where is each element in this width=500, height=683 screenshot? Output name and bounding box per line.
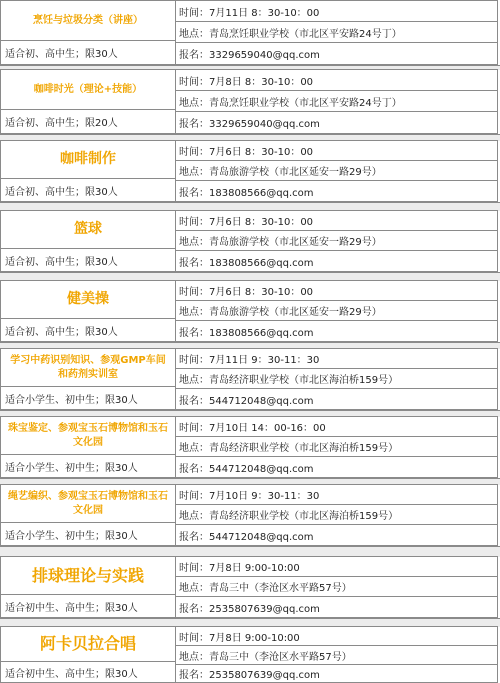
activity-title: 学习中药识别知识、参观GMP车间和药剂实训室 bbox=[1, 348, 175, 386]
activity-time: 时间：7月8日 9:00-10:00 bbox=[176, 556, 497, 576]
activity-info-cell bbox=[0, 210, 176, 272]
activity-info-cell bbox=[0, 626, 176, 683]
activity-location: 地点：青岛三中（李沧区水平路57号） bbox=[176, 645, 497, 664]
activity-info-cell bbox=[0, 0, 176, 65]
activity-location: 地点：青岛旅游学校（市北区延安一路29号） bbox=[176, 230, 497, 250]
activity-title: 咖啡制作 bbox=[1, 140, 175, 178]
activity-time: 时间：7月11日 9：30-11：30 bbox=[176, 348, 497, 368]
signup-email[interactable]: 报名：183808566@qq.com bbox=[176, 180, 497, 202]
activity-title: 珠宝鉴定、参观宝玉石博物馆和玉石文化园 bbox=[1, 416, 175, 454]
audience-limit: 适合小学生、初中生；限30人 bbox=[1, 454, 175, 478]
activity-time: 时间：7月8日 9:00-10:00 bbox=[176, 626, 497, 645]
activity-detail-cell bbox=[176, 556, 498, 618]
activity-title: 阿卡贝拉合唱 bbox=[1, 626, 175, 661]
signup-email[interactable]: 报名：3329659040@qq.com bbox=[176, 111, 497, 134]
activity-time: 时间：7月11日 8：30-10：00 bbox=[176, 0, 497, 21]
activity-info-cell bbox=[0, 280, 176, 342]
audience-limit: 适合小学生、初中生；限30人 bbox=[1, 522, 175, 546]
activity-info-cell bbox=[0, 348, 176, 410]
activity-location: 地点：青岛三中（李沧区水平路57号） bbox=[176, 576, 497, 596]
audience-limit: 适合初中生、高中生；限30人 bbox=[1, 594, 175, 618]
activity-location: 地点：青岛经济职业学校（市北区海泊桥159号） bbox=[176, 436, 497, 456]
activity-detail-cell bbox=[176, 69, 498, 134]
activity-time: 时间：7月6日 8：30-10：00 bbox=[176, 210, 497, 230]
activity-info-cell bbox=[0, 416, 176, 478]
signup-email[interactable]: 报名：183808566@qq.com bbox=[176, 250, 497, 272]
activity-block bbox=[0, 416, 500, 478]
activity-location: 地点：青岛烹饪职业学校（市北区平安路24号丁） bbox=[176, 21, 497, 42]
activity-block bbox=[0, 210, 500, 272]
activity-time: 时间：7月10日 14：00-16：00 bbox=[176, 416, 497, 436]
activity-info-cell bbox=[0, 556, 176, 618]
audience-limit: 适合初、高中生；限30人 bbox=[1, 40, 175, 65]
activity-time: 时间：7月6日 8：30-10：00 bbox=[176, 280, 497, 300]
audience-limit: 适合初、高中生；限30人 bbox=[1, 178, 175, 202]
activity-title: 绳艺编织、参观宝玉石博物馆和玉石文化园 bbox=[1, 484, 175, 522]
activity-location: 地点：青岛经济职业学校（市北区海泊桥159号） bbox=[176, 368, 497, 388]
activity-info-cell bbox=[0, 484, 176, 546]
audience-limit: 适合初、高中生；限30人 bbox=[1, 318, 175, 342]
activity-detail-cell bbox=[176, 416, 498, 478]
activity-location: 地点：青岛旅游学校（市北区延安一路29号） bbox=[176, 160, 497, 180]
activity-detail-cell bbox=[176, 210, 498, 272]
activity-title: 咖啡时光（理论+技能） bbox=[1, 69, 175, 109]
signup-email[interactable]: 报名：544712048@qq.com bbox=[176, 524, 497, 546]
signup-email[interactable]: 报名：544712048@qq.com bbox=[176, 456, 497, 478]
activity-detail-cell bbox=[176, 348, 498, 410]
signup-email[interactable]: 报名：2535807639@qq.com bbox=[176, 664, 497, 683]
audience-limit: 适合初中生、高中生；限30人 bbox=[1, 661, 175, 683]
signup-email[interactable]: 报名：544712048@qq.com bbox=[176, 388, 497, 410]
activity-time: 时间：7月6日 8：30-10：00 bbox=[176, 140, 497, 160]
activity-detail-cell bbox=[176, 140, 498, 202]
signup-email[interactable]: 报名：2535807639@qq.com bbox=[176, 596, 497, 618]
activity-block bbox=[0, 69, 500, 134]
activity-block bbox=[0, 556, 500, 618]
activity-block bbox=[0, 0, 500, 65]
audience-limit: 适合初、高中生；限20人 bbox=[1, 109, 175, 134]
activity-block bbox=[0, 484, 500, 546]
activity-title: 篮球 bbox=[1, 210, 175, 248]
activity-location: 地点：青岛经济职业学校（市北区海泊桥159号） bbox=[176, 504, 497, 524]
activity-title: 健美操 bbox=[1, 280, 175, 318]
activity-time: 时间：7月8日 8：30-10：00 bbox=[176, 69, 497, 90]
activity-detail-cell bbox=[176, 626, 498, 683]
audience-limit: 适合初、高中生；限30人 bbox=[1, 248, 175, 272]
activity-block bbox=[0, 140, 500, 202]
activity-detail-cell bbox=[176, 280, 498, 342]
activity-block bbox=[0, 348, 500, 410]
activity-info-cell bbox=[0, 140, 176, 202]
activity-block bbox=[0, 280, 500, 342]
activity-title: 排球理论与实践 bbox=[1, 556, 175, 594]
activity-time: 时间：7月10日 9：30-11：30 bbox=[176, 484, 497, 504]
activity-location: 地点：青岛旅游学校（市北区延安一路29号） bbox=[176, 300, 497, 320]
audience-limit: 适合小学生、初中生；限30人 bbox=[1, 386, 175, 410]
activity-location: 地点：青岛烹饪职业学校（市北区平安路24号丁） bbox=[176, 90, 497, 111]
activity-detail-cell bbox=[176, 0, 498, 65]
activity-detail-cell bbox=[176, 484, 498, 546]
activity-info-cell bbox=[0, 69, 176, 134]
signup-email[interactable]: 报名：183808566@qq.com bbox=[176, 320, 497, 342]
activity-title: 烹饪与垃圾分类（讲座） bbox=[1, 0, 175, 40]
signup-email[interactable]: 报名：3329659040@qq.com bbox=[176, 42, 497, 65]
activity-block bbox=[0, 626, 500, 683]
